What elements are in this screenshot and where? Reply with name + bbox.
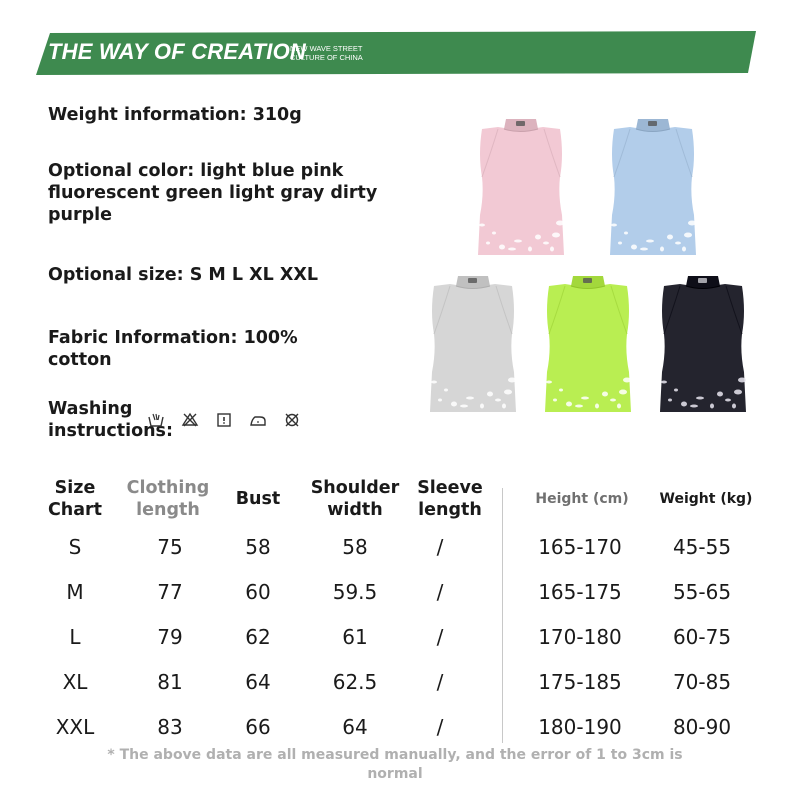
header-sleeve-length-line1: Sleeve [417, 478, 483, 498]
washing-info: Washing instructions: [48, 399, 173, 441]
cell-bust: 58 [245, 535, 271, 559]
cell-clothing-length: 77 [157, 580, 183, 604]
cell-shoulder-width: 58 [342, 535, 368, 559]
header-size-chart-line2: Chart [47, 500, 103, 520]
header-weight: Weight (kg) [659, 491, 753, 507]
no-bleach-icon [180, 410, 200, 430]
cell-sleeve-length: / [436, 580, 444, 604]
header-size-chart-line1: Size [54, 478, 96, 498]
cell-bust: 64 [245, 670, 271, 694]
shirt-fluorescent-green-image [535, 272, 640, 417]
header-bust: Bust [235, 489, 281, 509]
weight-info: Weight information: 310g [48, 105, 302, 125]
cell-sleeve-length: / [436, 670, 444, 694]
cell-weight: 80-90 [672, 715, 732, 739]
tank-top-graphic [420, 272, 525, 417]
cell-bust: 66 [245, 715, 271, 739]
cell-height: 170-180 [538, 625, 622, 649]
no-dry-clean-icon [282, 410, 302, 430]
cell-size: XXL [55, 715, 95, 739]
cell-height: 165-175 [538, 580, 622, 604]
measurement-note: * The above data are all measured manually, and the error of 1 to 3cm is normal [107, 747, 683, 782]
banner-subtitle-line2: CULTURE OF CHINA [290, 53, 363, 62]
header-shoulder-width-line1: Shoulder [310, 478, 400, 498]
header-clothing-length-line1: Clothing [126, 478, 210, 498]
cell-clothing-length: 75 [157, 535, 183, 559]
cell-clothing-length: 81 [157, 670, 183, 694]
header-height: Height (cm) [535, 491, 629, 507]
cell-weight: 60-75 [672, 625, 732, 649]
header-sleeve-length [400, 477, 500, 521]
banner-subtitle-line1: NEW WAVE STREET [290, 44, 363, 53]
cell-height: 180-190 [538, 715, 622, 739]
hand-wash-icon [146, 410, 166, 430]
header-sleeve-length-line2: length [418, 500, 482, 520]
shirt-light-blue-image [600, 115, 705, 260]
cell-sleeve-length: / [436, 715, 444, 739]
cell-shoulder-width: 64 [342, 715, 368, 739]
header-shoulder-width [300, 477, 410, 521]
cell-weight: 70-85 [672, 670, 732, 694]
washing-icons [146, 410, 302, 430]
cell-bust: 60 [245, 580, 271, 604]
cell-bust: 62 [245, 625, 271, 649]
cell-clothing-length: 79 [157, 625, 183, 649]
cell-size: L [69, 625, 81, 649]
iron-icon [248, 410, 268, 430]
banner-subtitle [290, 44, 363, 62]
header-size-chart [30, 477, 120, 521]
cell-shoulder-width: 61 [342, 625, 368, 649]
tank-top-graphic [535, 272, 640, 417]
shirt-pink-image [468, 115, 573, 260]
cell-sleeve-length: / [436, 535, 444, 559]
cell-sleeve-length: / [436, 625, 444, 649]
header-shoulder-width-line2: width [327, 500, 383, 520]
cell-weight: 45-55 [672, 535, 732, 559]
cell-size: XL [62, 670, 88, 694]
tank-top-graphic [468, 115, 573, 260]
cell-size: S [68, 535, 82, 559]
cell-shoulder-width: 59.5 [332, 580, 378, 604]
shirt-light-gray-image [420, 272, 525, 417]
tumble-dry-icon [214, 410, 234, 430]
table-divider [502, 488, 503, 743]
header-clothing-length-line2: length [136, 500, 200, 520]
shirt-dirty-purple-image [650, 272, 755, 417]
tank-top-graphic [650, 272, 755, 417]
cell-weight: 55-65 [672, 580, 732, 604]
cell-size: M [66, 580, 84, 604]
size-info: Optional size: S M L XL XXL [48, 265, 319, 285]
tank-top-graphic [600, 115, 705, 260]
color-info: Optional color: light blue pink fluorescent green light gray dirty purple [48, 161, 378, 225]
cell-shoulder-width: 62.5 [332, 670, 378, 694]
cell-clothing-length: 83 [157, 715, 183, 739]
cell-height: 175-185 [538, 670, 622, 694]
header-banner [36, 31, 756, 75]
header-clothing-length [118, 477, 218, 521]
banner-title: THE WAY OF CREATION [48, 39, 307, 64]
fabric-info: Fabric Information: 100% cotton [48, 328, 298, 370]
cell-height: 165-170 [538, 535, 622, 559]
